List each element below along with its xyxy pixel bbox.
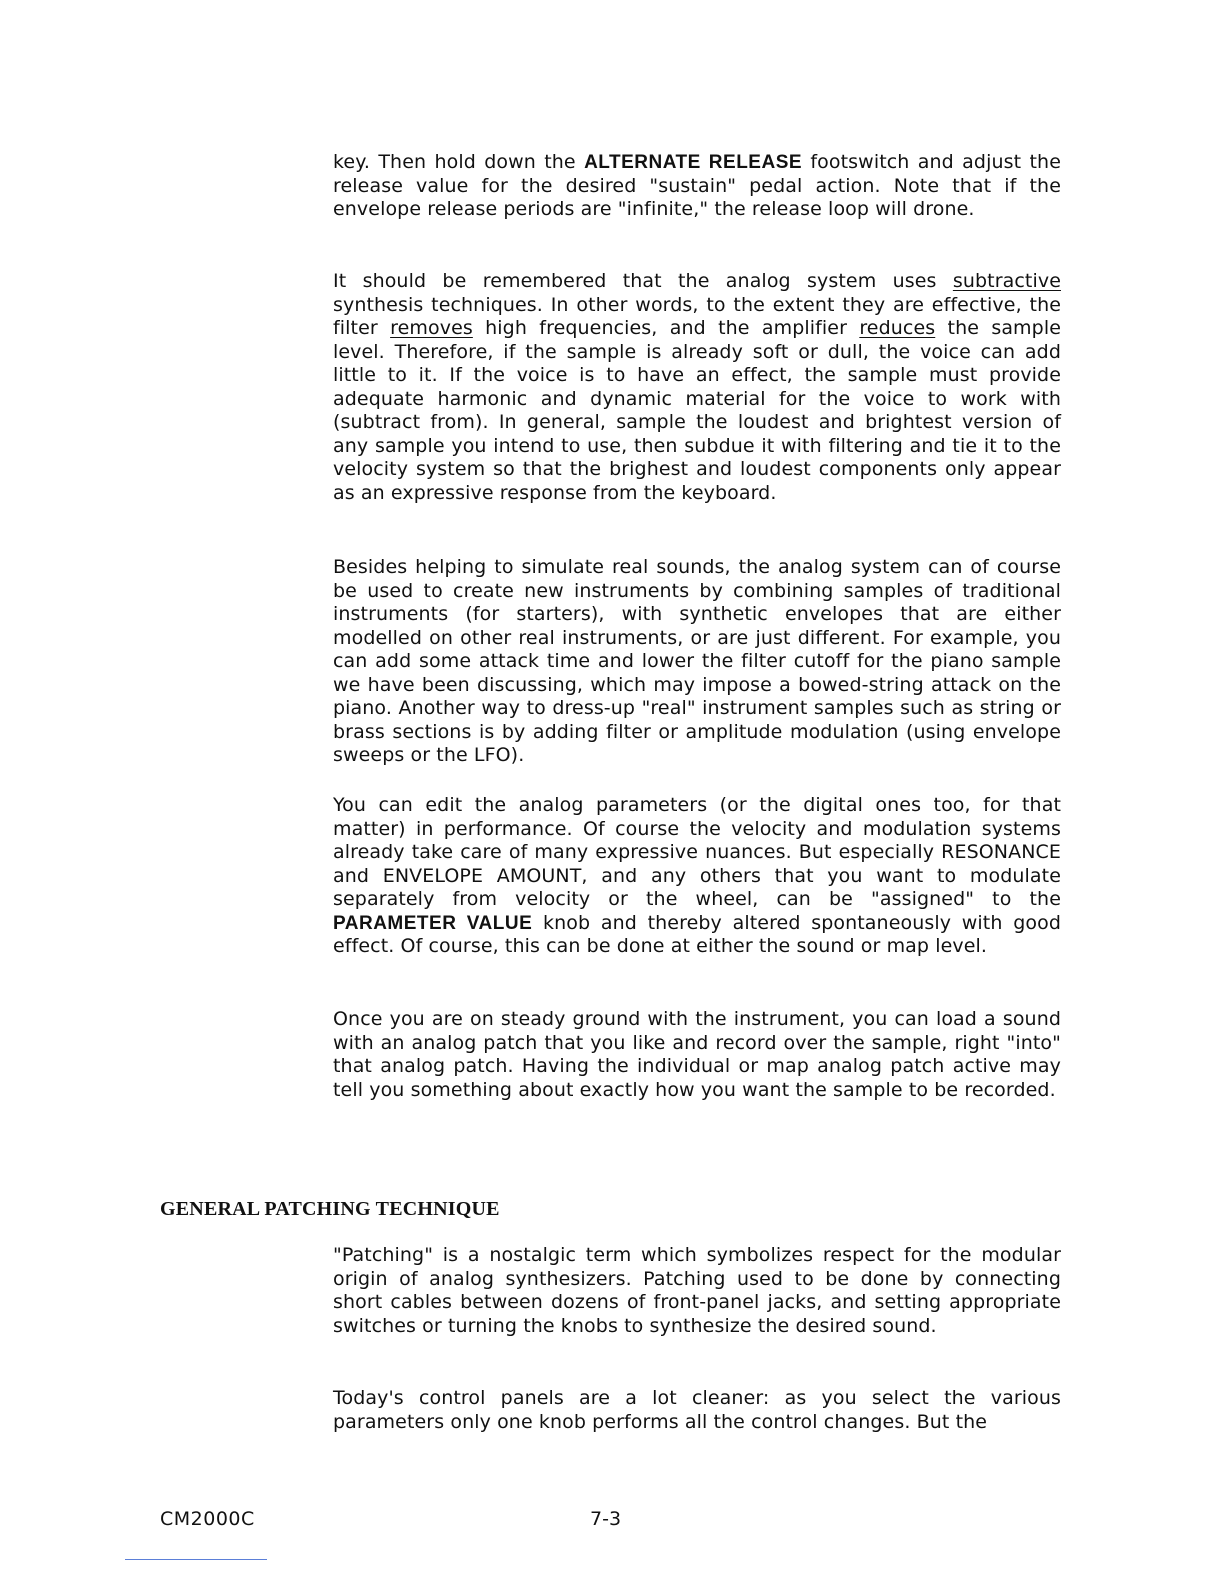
section-heading: GENERAL PATCHING TECHNIQUE bbox=[160, 1198, 500, 1220]
parameter-value-label: PARAMETER VALUE bbox=[333, 912, 533, 934]
text: footswitch and adjust the release value for the desired "sustain" pedal action. Note that if the envelope release periods are "infinite," the release loop will drone. bbox=[333, 151, 1061, 220]
text: high frequencies, and the amplifier bbox=[472, 317, 860, 339]
paragraph-new-instruments bbox=[333, 556, 1061, 768]
underlined-term: reduces bbox=[859, 317, 936, 339]
underlined-term: removes bbox=[390, 317, 473, 339]
text: "Patching" is a nostalgic term which symbolizes respect for the modular origin of analog synthesizers. Patching used to be done by connecting short cables between dozens of front-panel jacks, and setting appropriate switches or turning the knobs to synthesize the desired sound. bbox=[333, 1244, 1061, 1337]
paragraph-performance bbox=[333, 794, 1061, 959]
text: synthesis techniques. In other words, to the extent they are effective, the filter bbox=[333, 293, 1061, 339]
paragraph-subtractive bbox=[333, 270, 1061, 505]
text: the sample level. Therefore, if the sample is already soft or dull, the voice can add little to it. If the voice is to have an effect, the sample must provide adequate harmonic and dynamic material for the voice to work with (subtract from). In general, sample the loudest and brightest version of any sample you intend to use, then subdue it with filtering and tie it to the velocity system so that the brighest and loudest components only appear as an expressive response from the keyboard. bbox=[333, 317, 1061, 504]
footer-divider bbox=[125, 1559, 267, 1560]
text: You can edit the analog parameters (or the digital ones too, for that matter) in performance. Of course the velocity and modulation systems already take care of many expressive nuances. But especially RESONANCE and ENVELOPE AMOUNT, and any others that you want to modulate separately from velocity or the wheel, can be "assigned" to the bbox=[333, 794, 1061, 910]
text: Besides helping to simulate real sounds, the analog system can of course be used to create new instruments by combining samples of traditional instruments (for starters), with synthetic envelopes that are either modelled on other real instruments, or are just different. For example, you can add some attack time and lower the filter cutoff for the piano sample we have been discussing, which may impose a bowed-string attack on the piano. Another way to dress-up "real" instrument samples such as string or brass sections is by adding filter or amplitude modulation (using envelope sweeps or the LFO). bbox=[333, 556, 1061, 766]
paragraph-patching bbox=[333, 1244, 1061, 1338]
paragraph-record bbox=[333, 1008, 1061, 1102]
text: It should be remembered that the analog system uses bbox=[333, 270, 953, 292]
text: Today's control panels are a lot cleaner: as you select the various parameters only one knob performs all the control changes. But the bbox=[333, 1387, 1061, 1433]
footer-model: CM2000C bbox=[160, 1508, 255, 1530]
text: Once you are on steady ground with the instrument, you can load a sound with an analog patch that you like and record over the sample, right "into" that analog patch. Having the individual or map analog patch active may tell you something about exactly how you want the sample to be recorded. bbox=[333, 1008, 1061, 1101]
alternate-release-label: ALTERNATE RELEASE bbox=[584, 152, 803, 173]
footer-page-number: 7-3 bbox=[590, 1508, 622, 1530]
text: knob and thereby altered spontaneously with good effect. Of course, this can be done at either the sound or map level. bbox=[333, 911, 1061, 957]
paragraph-control-panels bbox=[333, 1387, 1061, 1434]
paragraph-release bbox=[333, 151, 1061, 222]
text: key. Then hold down the bbox=[333, 151, 585, 173]
underlined-term: subtractive bbox=[952, 270, 1061, 292]
